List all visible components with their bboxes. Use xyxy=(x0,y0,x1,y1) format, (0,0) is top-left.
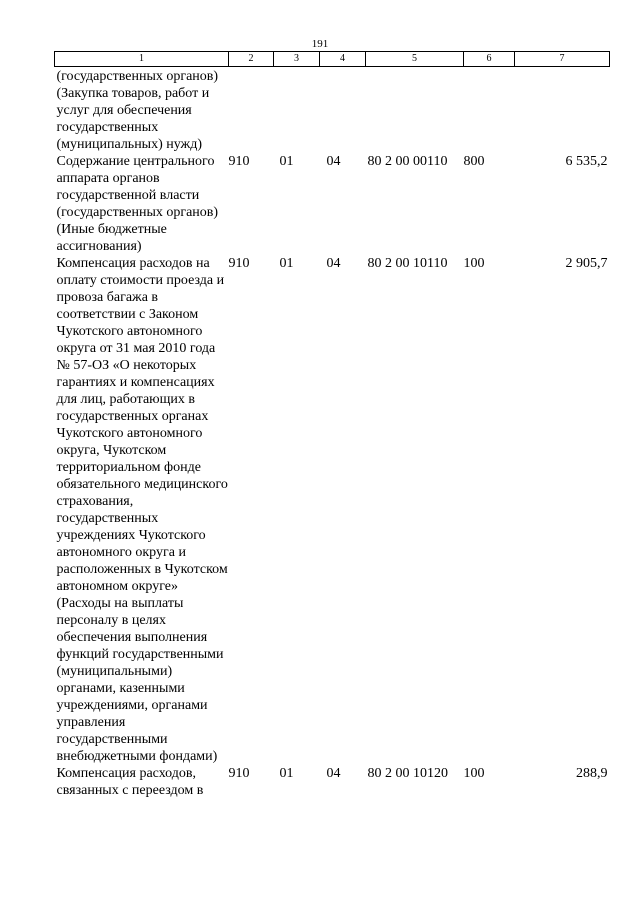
row-name: Компенсация расходов на оплату стоимости проезда и провоза багажа в соответствии с Законом Чукотского автономного округа от 31 мая 2010 года № 57-ОЗ «О некоторых гарантиях и компенсациях для лиц, работающих в государственных органах Чукотского автономного округа, Чукотском территориальном фонде обязательного медицинского страхования, государственных учреждениях Чукотского автономного округа и расположенных в Чукотском автономном округе» (Расходы на выплаты персоналу в целях обеспечения выполнения функций государственными (муниципальными) органами, казенными учреждениями, органами управления государственными внебюджетными фондами) xyxy=(56,256,228,764)
header-cell-6: 6 xyxy=(464,52,515,67)
row-name: (государственных органов) (Закупка товаров, работ и услуг для обеспечения государственных (муниципальных) нужд) xyxy=(56,69,219,152)
row-ved xyxy=(229,67,274,154)
row-expense-type: 800 xyxy=(463,154,485,169)
row-sum: 6 535,2 xyxy=(565,154,608,169)
row-target-article: 80 2 00 10110 xyxy=(367,256,448,271)
row-sum: 288,9 xyxy=(576,766,608,781)
page-number: 191 xyxy=(311,38,329,50)
header-cell-5: 5 xyxy=(366,52,464,67)
row-name: Компенсация расходов, связанных с переездом в xyxy=(56,766,204,798)
table-row xyxy=(55,153,610,255)
row-section xyxy=(274,67,320,154)
row-target-article: 80 2 00 00110 xyxy=(367,154,448,169)
row-ved: 910 xyxy=(228,154,250,169)
row-subsection: 04 xyxy=(326,766,341,781)
header-cell-2: 2 xyxy=(229,52,274,67)
table-row xyxy=(55,255,610,765)
row-sum: 2 905,7 xyxy=(565,256,608,271)
row-subsection: 04 xyxy=(326,154,341,169)
row-name: Содержание центрального аппарата органов государственной власти (государственных органов) (Иные бюджетные ассигнования) xyxy=(56,154,219,254)
row-sum xyxy=(515,67,610,154)
row-target-article xyxy=(366,67,464,154)
table-row xyxy=(55,67,610,154)
row-section: 01 xyxy=(279,256,294,271)
row-expense-type xyxy=(464,67,515,154)
header-cell-4: 4 xyxy=(320,52,366,67)
row-ved: 910 xyxy=(228,256,250,271)
row-expense-type: 100 xyxy=(463,256,485,271)
header-cell-1: 1 xyxy=(55,52,229,67)
row-subsection xyxy=(320,67,366,154)
row-subsection: 04 xyxy=(326,256,341,271)
header-cell-3: 3 xyxy=(274,52,320,67)
row-section: 01 xyxy=(279,766,294,781)
row-section: 01 xyxy=(279,154,294,169)
table-row xyxy=(55,765,610,799)
row-target-article: 80 2 00 10120 xyxy=(367,766,448,781)
budget-table xyxy=(54,51,610,799)
header-cell-7: 7 xyxy=(515,52,610,67)
header-row xyxy=(55,52,610,67)
row-expense-type: 100 xyxy=(463,766,485,781)
row-ved: 910 xyxy=(228,766,250,781)
